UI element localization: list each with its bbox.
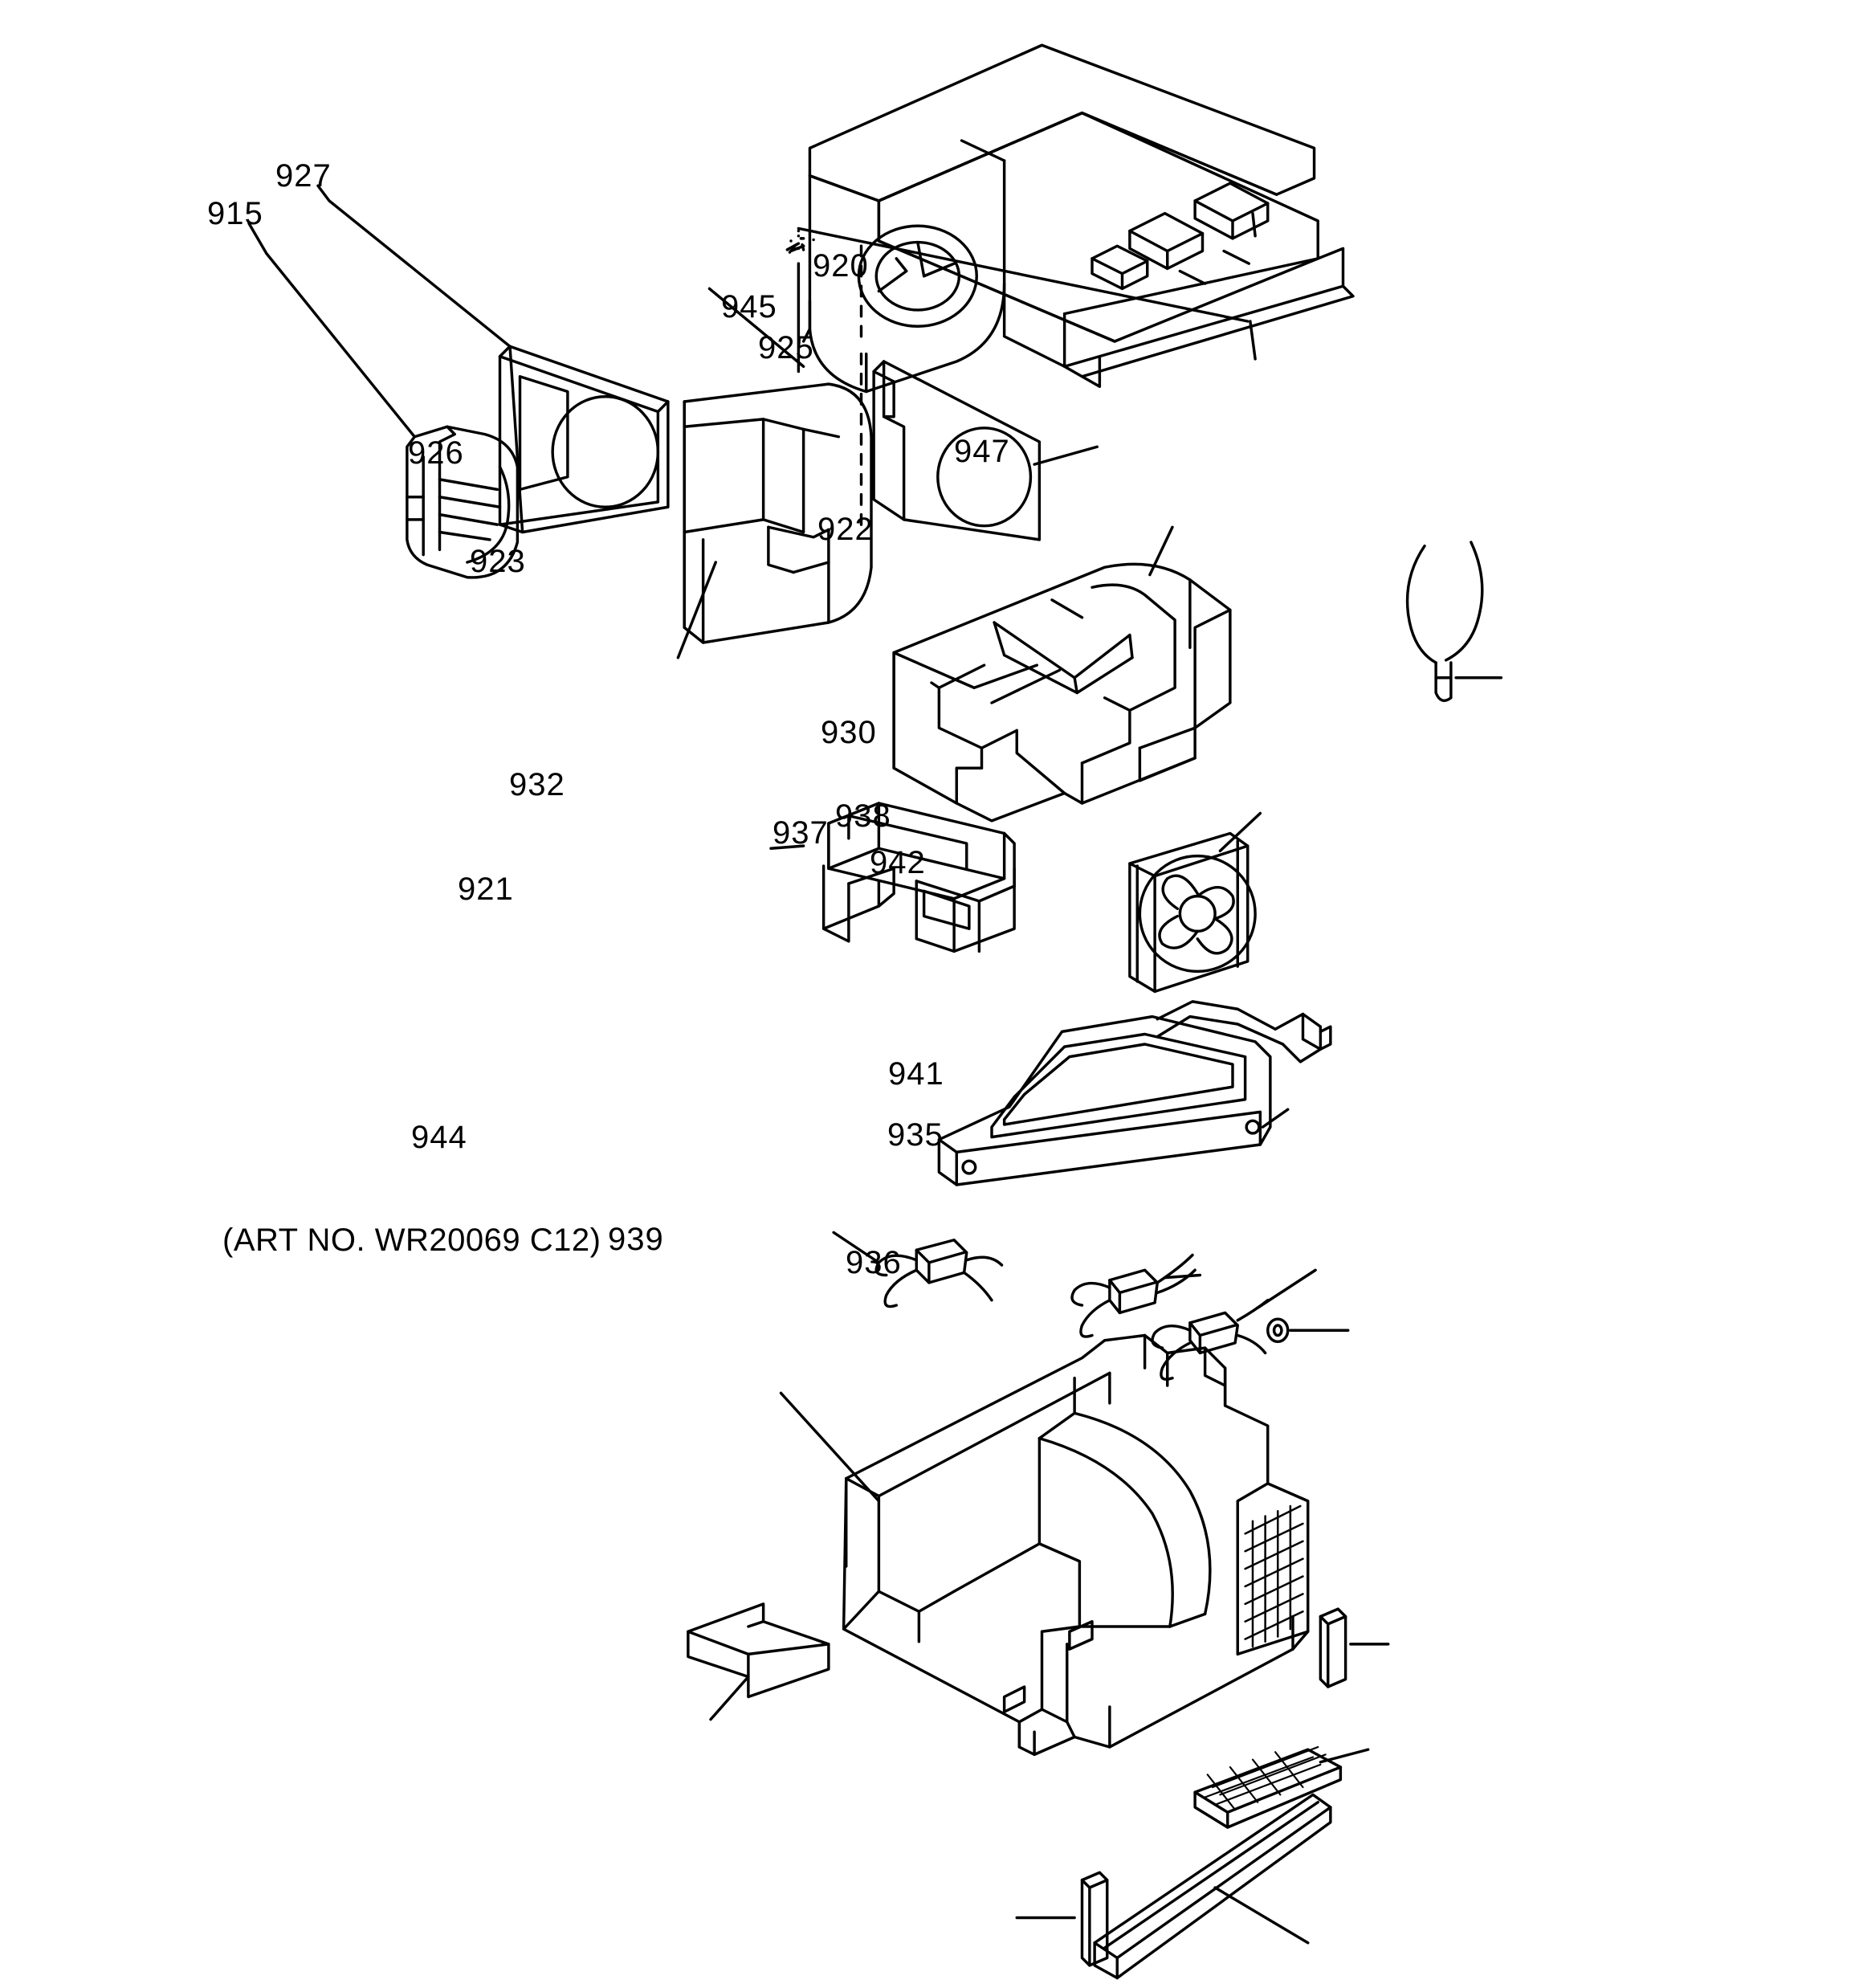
part-941-clip (1320, 1609, 1345, 1687)
part-925-evaporator-cover (894, 564, 1230, 820)
callout-927: 927 (275, 158, 332, 194)
callout-930: 930 (821, 715, 877, 750)
callout-944: 944 (411, 1120, 467, 1155)
callout-938: 938 (835, 798, 891, 834)
part-922-fan (1130, 834, 1255, 992)
part-936-trim-rail (1095, 1794, 1331, 1978)
part-930-heater-harness (939, 1002, 1331, 1185)
part-927-gasket-plate (500, 346, 668, 532)
callout-915: 915 (207, 196, 263, 231)
callout-936: 936 (846, 1245, 902, 1280)
callout-922: 922 (817, 512, 874, 547)
art-number-label: (ART NO. WR20069 C12) (222, 1223, 601, 1258)
callout-939: 939 (608, 1222, 664, 1257)
part-944-gasket-strip (688, 1604, 829, 1697)
callout-942: 942 (870, 845, 926, 880)
callout-937: 937 (773, 815, 829, 851)
callout-923: 923 (470, 544, 526, 579)
callout-920: 920 (813, 248, 869, 284)
part-942-grommet (1268, 1319, 1288, 1341)
callout-935: 935 (887, 1117, 944, 1153)
callout-941: 941 (888, 1056, 944, 1092)
callout-925: 925 (758, 330, 814, 365)
part-937-wire-tie (1072, 1255, 1195, 1337)
callout-932: 932 (509, 767, 565, 802)
callout-926: 926 (408, 435, 464, 471)
callout-921: 921 (458, 872, 514, 907)
callout-945: 945 (721, 289, 777, 325)
part-938-wire-tie (1152, 1300, 1268, 1379)
part-921-base-pan (844, 1336, 1308, 1755)
callout-947: 947 (954, 434, 1010, 469)
